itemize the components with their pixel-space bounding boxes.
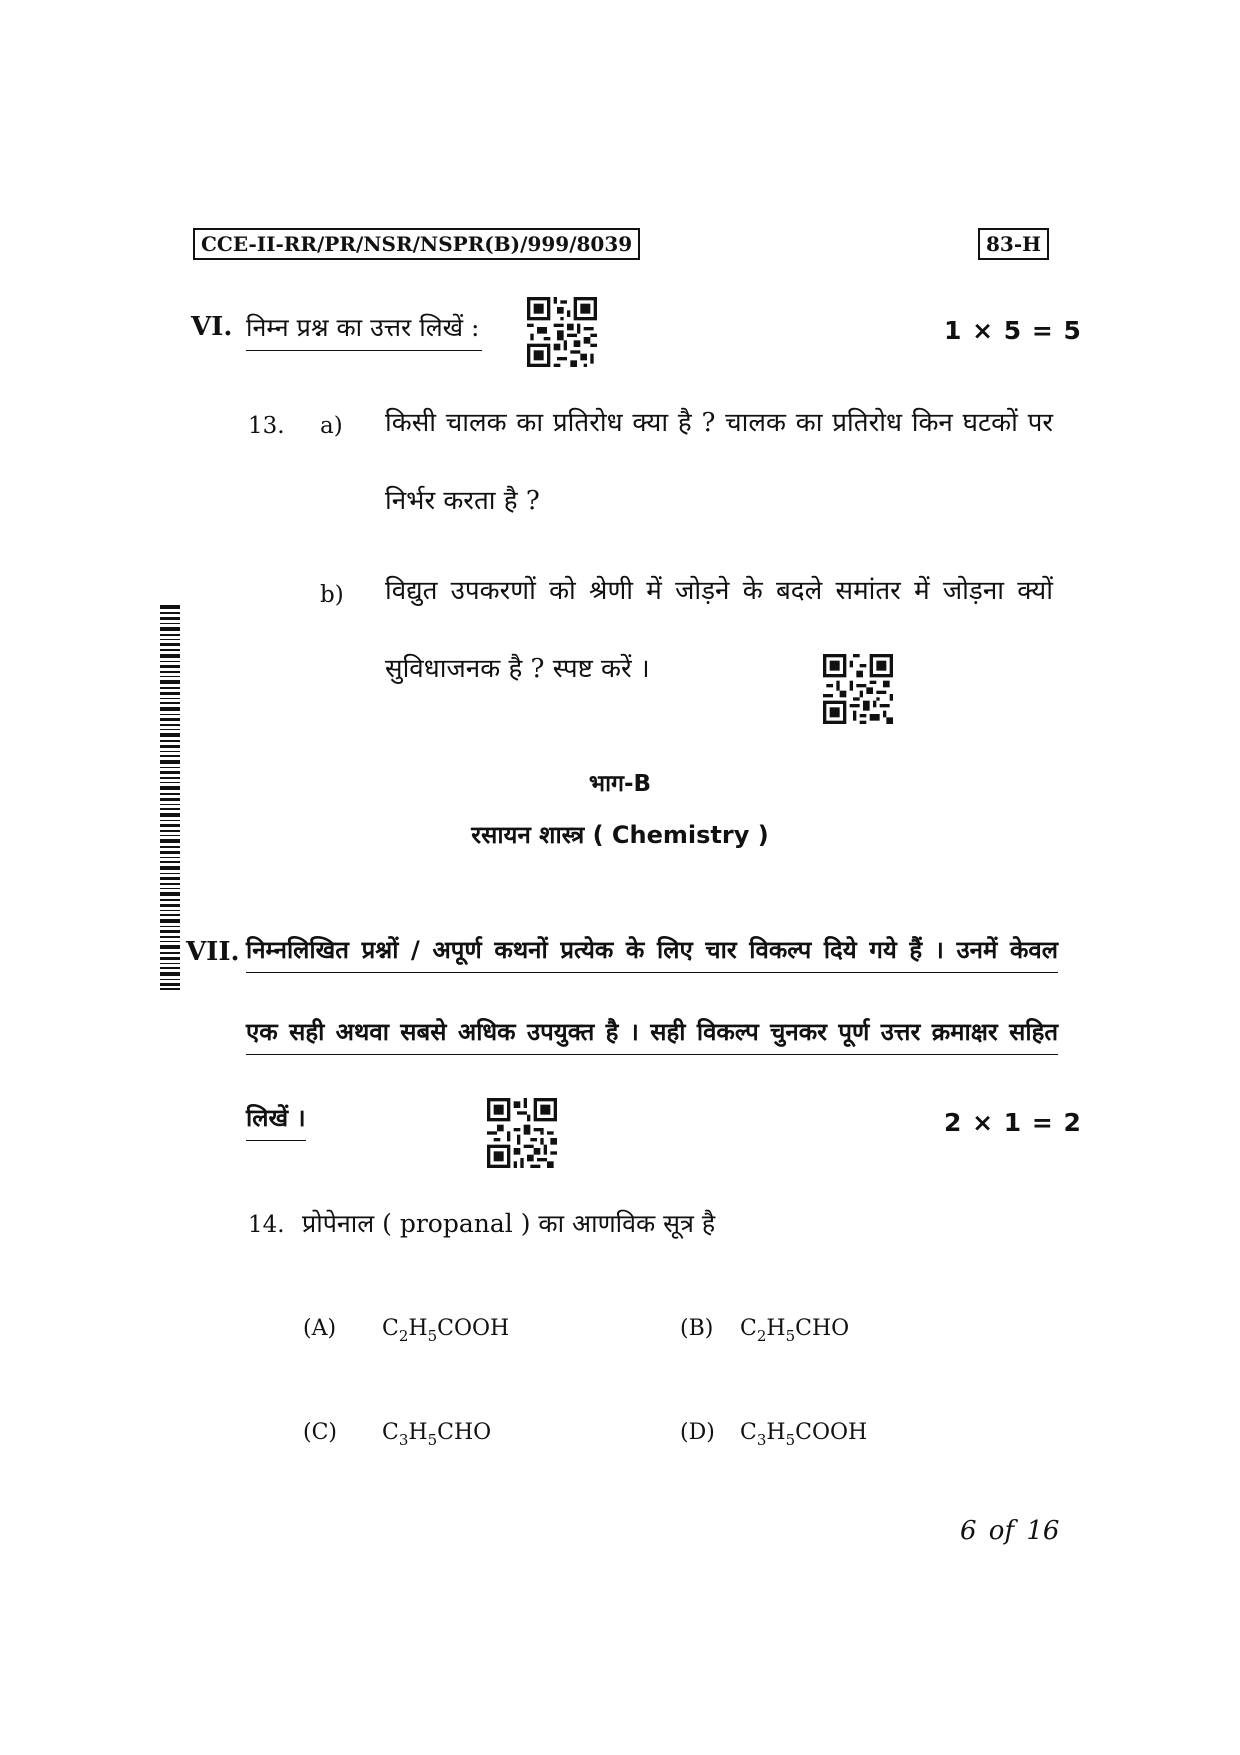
section-vi-marks: 1 × 5 = 5 <box>944 316 1082 345</box>
part-b-subject: रसायन शास्त्र ( Chemistry ) <box>471 821 769 849</box>
section-vi-instruction: निम्न प्रश्न का उत्तर लिखें : <box>246 310 482 351</box>
option-c-formula: $C_3H_5CHO$ <box>382 1420 492 1449</box>
section-vii-marks: 2 × 1 = 2 <box>944 1108 1082 1137</box>
option-b-formula: $C_2H_5CHO$ <box>740 1316 850 1345</box>
q13-b-label: b) <box>320 582 344 608</box>
qr-code-icon <box>823 654 893 724</box>
q13-a-line1: किसी चालक का प्रतिरोध क्या है ? चालक का प्रतिरोध किन घटकों पर <box>385 408 1053 438</box>
option-b-label: (B) <box>680 1316 714 1341</box>
option-a-label: (A) <box>303 1316 337 1341</box>
section-vii-line3: लिखें । <box>246 1101 306 1141</box>
qr-code-icon <box>487 1098 557 1168</box>
section-vii-numeral: VII. <box>186 937 240 967</box>
option-a-formula: $C_2H_5COOH$ <box>382 1316 510 1345</box>
q14-number: 14. <box>248 1212 285 1238</box>
q13-a-label: a) <box>320 413 343 439</box>
option-d-formula: $C_3H_5COOH$ <box>740 1420 868 1449</box>
section-vi-numeral: VI. <box>191 312 233 342</box>
q14-question: प्रोपेनाल ( propanal ) का आणविक सूत्र है <box>302 1209 716 1238</box>
section-vii-line2: एक सही अथवा सबसे अधिक उपयुक्त है । सही विकल्प चुनकर पूर्ण उत्तर क्रमाक्षर सहित <box>246 1015 1058 1055</box>
part-b-title: भाग-B <box>588 771 652 797</box>
exam-code: CCE-II-RR/PR/NSR/NSPR(B)/999/8039 <box>193 228 640 260</box>
barcode-icon <box>160 605 180 994</box>
q13-b-line1: विद्युत उपकरणों को श्रेणी में जोड़ने के बदले समांतर में जोड़ना क्यों <box>385 576 1053 606</box>
page-number: 6 of 16 <box>960 1516 1060 1546</box>
q13-a-line2: निर्भर करता है ? <box>385 486 540 516</box>
section-vii-line1: निम्नलिखित प्रश्नों / अपूर्ण कथनों प्रत्येक के लिए चार विकल्प दिये गये हैं । उनमें केवल <box>246 933 1058 973</box>
q13-b-line2: सुविधाजनक है ? स्पष्ट करें । <box>385 654 650 684</box>
paper-code: 83-H <box>978 228 1049 260</box>
q13-number: 13. <box>248 413 285 439</box>
qr-code-icon <box>527 297 597 367</box>
option-c-label: (C) <box>303 1420 337 1445</box>
option-d-label: (D) <box>680 1420 715 1445</box>
